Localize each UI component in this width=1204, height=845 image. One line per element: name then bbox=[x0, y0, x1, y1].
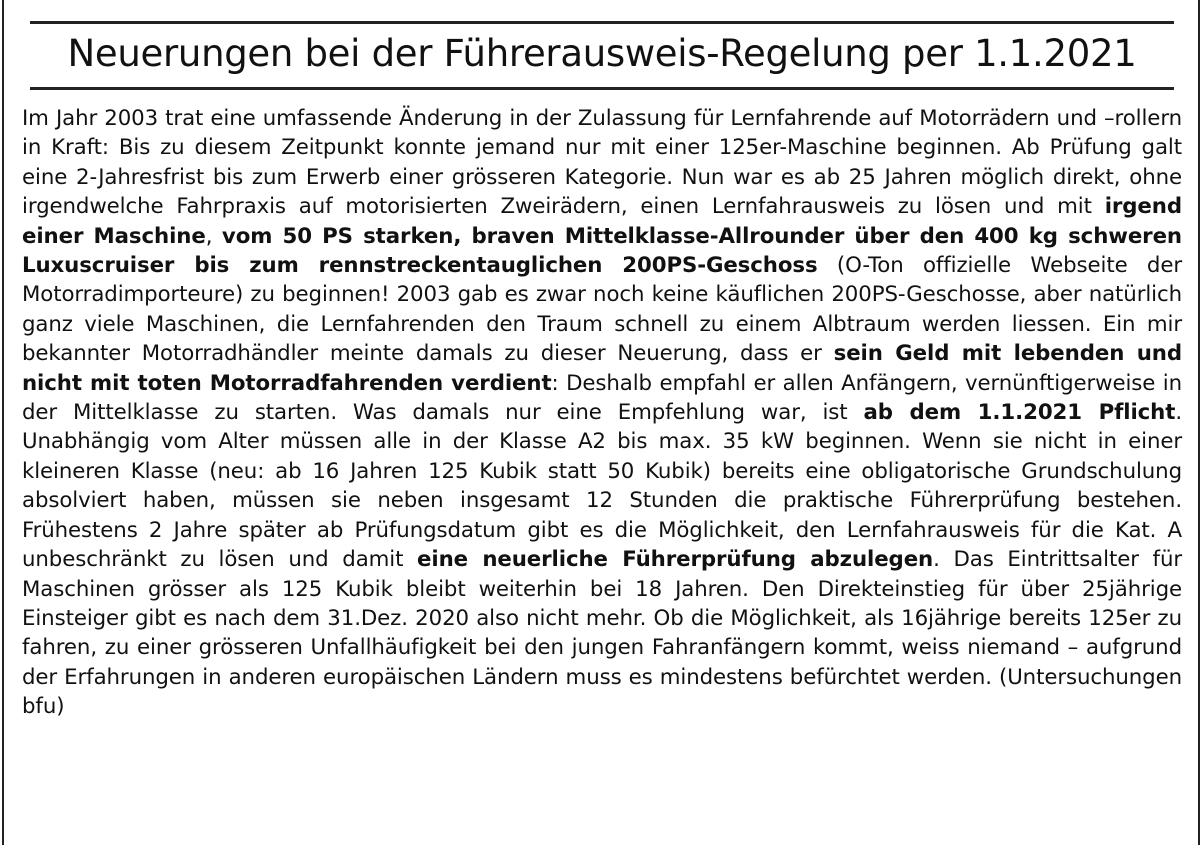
article-title: Neuerungen bei der Führerausweis-Regelung per 1.1.2021 bbox=[67, 32, 1137, 75]
body-text-4: : Deshalb empfahl er allen Anfängern, vernünftigerweise in der Mittelklasse zu starten. Was damals nur eine Empfehlung war, ist bbox=[22, 370, 1182, 426]
emphasis-1: irgend einer Maschine bbox=[22, 194, 1182, 249]
top-divider bbox=[30, 21, 1174, 24]
article-body bbox=[22, 104, 1182, 722]
body-text-3: (O-Ton offizielle Webseite der Motorradimporteure) zu beginnen! 2003 gab es zwar noch keine käuflichen 200PS-Geschosse, aber natürlich ganz viele Maschinen, die Lernfahrenden den Traum schnell zu einem Albtraum werden liessen. Ein mir bekannter Motorradhändler meinte damals zu dieser Neuerung, dass er bbox=[22, 253, 1182, 367]
body-text-1: Im Jahr 2003 trat eine umfassende Änderung in der Zulassung für Lernfahrende auf Motorrädern und –rollern in Kraft: Bis zu diesem Zeitpunkt konnte jemand nur mit einer 125er-Maschine beginnen. Ab Prüfung galt eine 2-Jahresfrist bis zum Erwerb einer grösseren Kategorie. Nun war es ab 25 Jahren möglich direkt, ohne irgendwelche Fahrpraxis auf motorisierten Zweirädern, einen Lernfahrausweis zu lösen und mit bbox=[22, 106, 1182, 220]
emphasis-3: sein Geld mit lebenden und nicht mit toten Motorradfahrenden verdient bbox=[22, 341, 1182, 396]
body-text-2: , bbox=[205, 223, 222, 249]
emphasis-2: vom 50 PS starken, braven Mittelklasse-Allrounder über den 400 kg schweren Luxuscruiser bis zum rennstreckentauglichen 200PS-Geschoss bbox=[22, 223, 1182, 279]
emphasis-5: eine neuerliche Führerprüfung abzulegen bbox=[417, 547, 934, 573]
title-divider bbox=[30, 87, 1174, 90]
body-text-5: . Unabhängig vom Alter müssen alle in der Klasse A2 bis max. 35 kW beginnen. Wenn sie nicht in einer kleineren Klasse (neu: ab 16 Jahren 125 Kubik statt 50 Kubik) bereits eine obligatorische Grundschulung absolviert haben, müssen sie neben insgesamt 12 Stunden die praktische Führerprüfung bestehen. Frühestens 2 Jahre später ab Prüfungsdatum gibt es die Möglichkeit, den Lernfahrausweis für die Kat. A unbeschränkt zu lösen und damit bbox=[22, 400, 1182, 573]
body-text-6: . Das Eintrittsalter für Maschinen grösser als 125 Kubik bleibt weiterhin bei 18 Jahren. Den Direkteinstieg für über 25jährige Einsteiger gibt es nach dem 31.Dez. 2020 also nicht mehr. Ob die Möglichkeit, als 16jährige bereits 125er zu fahren, zu einer grösseren Unfallhäufigkeit bei den jungen Fahranfängern kommt, weiss niemand – aufgrund der Erfahrungen in anderen europäischen Ländern muss es mindestens befürchtet werden. (Untersuchungen bfu) bbox=[22, 547, 1182, 720]
emphasis-4: ab dem 1.1.2021 Pflicht bbox=[863, 400, 1176, 426]
